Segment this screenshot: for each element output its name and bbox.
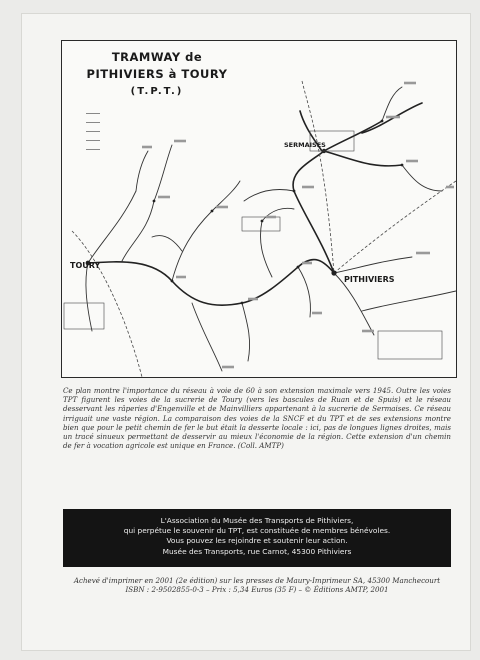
association-banner	[63, 509, 451, 567]
imprint	[63, 576, 451, 594]
place-pithiviers: PITHIVIERS	[344, 275, 395, 284]
map-title-line2: PITHIVIERS à TOURY	[86, 67, 228, 81]
imprint-line1: Achevé d'imprimer en 2001 (2e édition) sur les presses de Maury-Imprimeur SA, 45300 Manchecourt	[73, 576, 441, 585]
legend-row	[86, 120, 104, 129]
map-title-line3: (T.P.T.)	[130, 86, 184, 97]
page-sheet	[22, 14, 470, 650]
legend-row	[86, 129, 104, 138]
association-line1: L'Association du Musée des Transports de Pithiviers,	[160, 516, 354, 525]
map-legend	[86, 111, 104, 156]
place-sermaises: SERMAISES	[284, 141, 326, 149]
map-title-line1: TRAMWAY de	[111, 50, 203, 64]
map-title	[82, 49, 232, 100]
place-toury: TOURY	[70, 261, 101, 270]
legend-row	[86, 138, 104, 147]
association-line3: Vous pouvez les rejoindre et soutenir leur action.	[166, 536, 348, 546]
network-map	[61, 40, 457, 378]
legend-row	[86, 111, 104, 120]
association-line4: Musée des Transports, rue Carnot, 45300 Pithiviers	[162, 546, 352, 556]
map-caption: Ce plan montre l'importance du réseau à voie de 60 à son extension maximale vers 1945. Outre les voies TPT figurent les voies de la sucrerie de Toury (vers les bascules de Ruan et de Spuis) et le réseau desservant les râperies d'Engenville et de Mainvilliers appartenant à la sucrerie de Sermaises. Ce réseau irriguait une vaste région. La comparaison des voies de la SNCF et du TPT et de ses extensions montre bien que pour le petit chemin de fer le but était la desserte locale : ici, pas de longues lignes droites, mais un tracé sinueux permettant de desservir au mieux l'économie de la région. Cette extension d'un chemin de fer à vocation agricole est unique en France. (Coll. AMTP)	[63, 386, 451, 451]
association-line2: qui perpétue le souvenir du TPT, est constituée de membres bénévoles.	[123, 526, 391, 536]
legend-row	[86, 147, 104, 156]
imprint-line2: ISBN : 2-9502855-0-3 – Prix : 5,34 Euros (35 F) – © Éditions AMTP, 2001	[125, 585, 389, 595]
